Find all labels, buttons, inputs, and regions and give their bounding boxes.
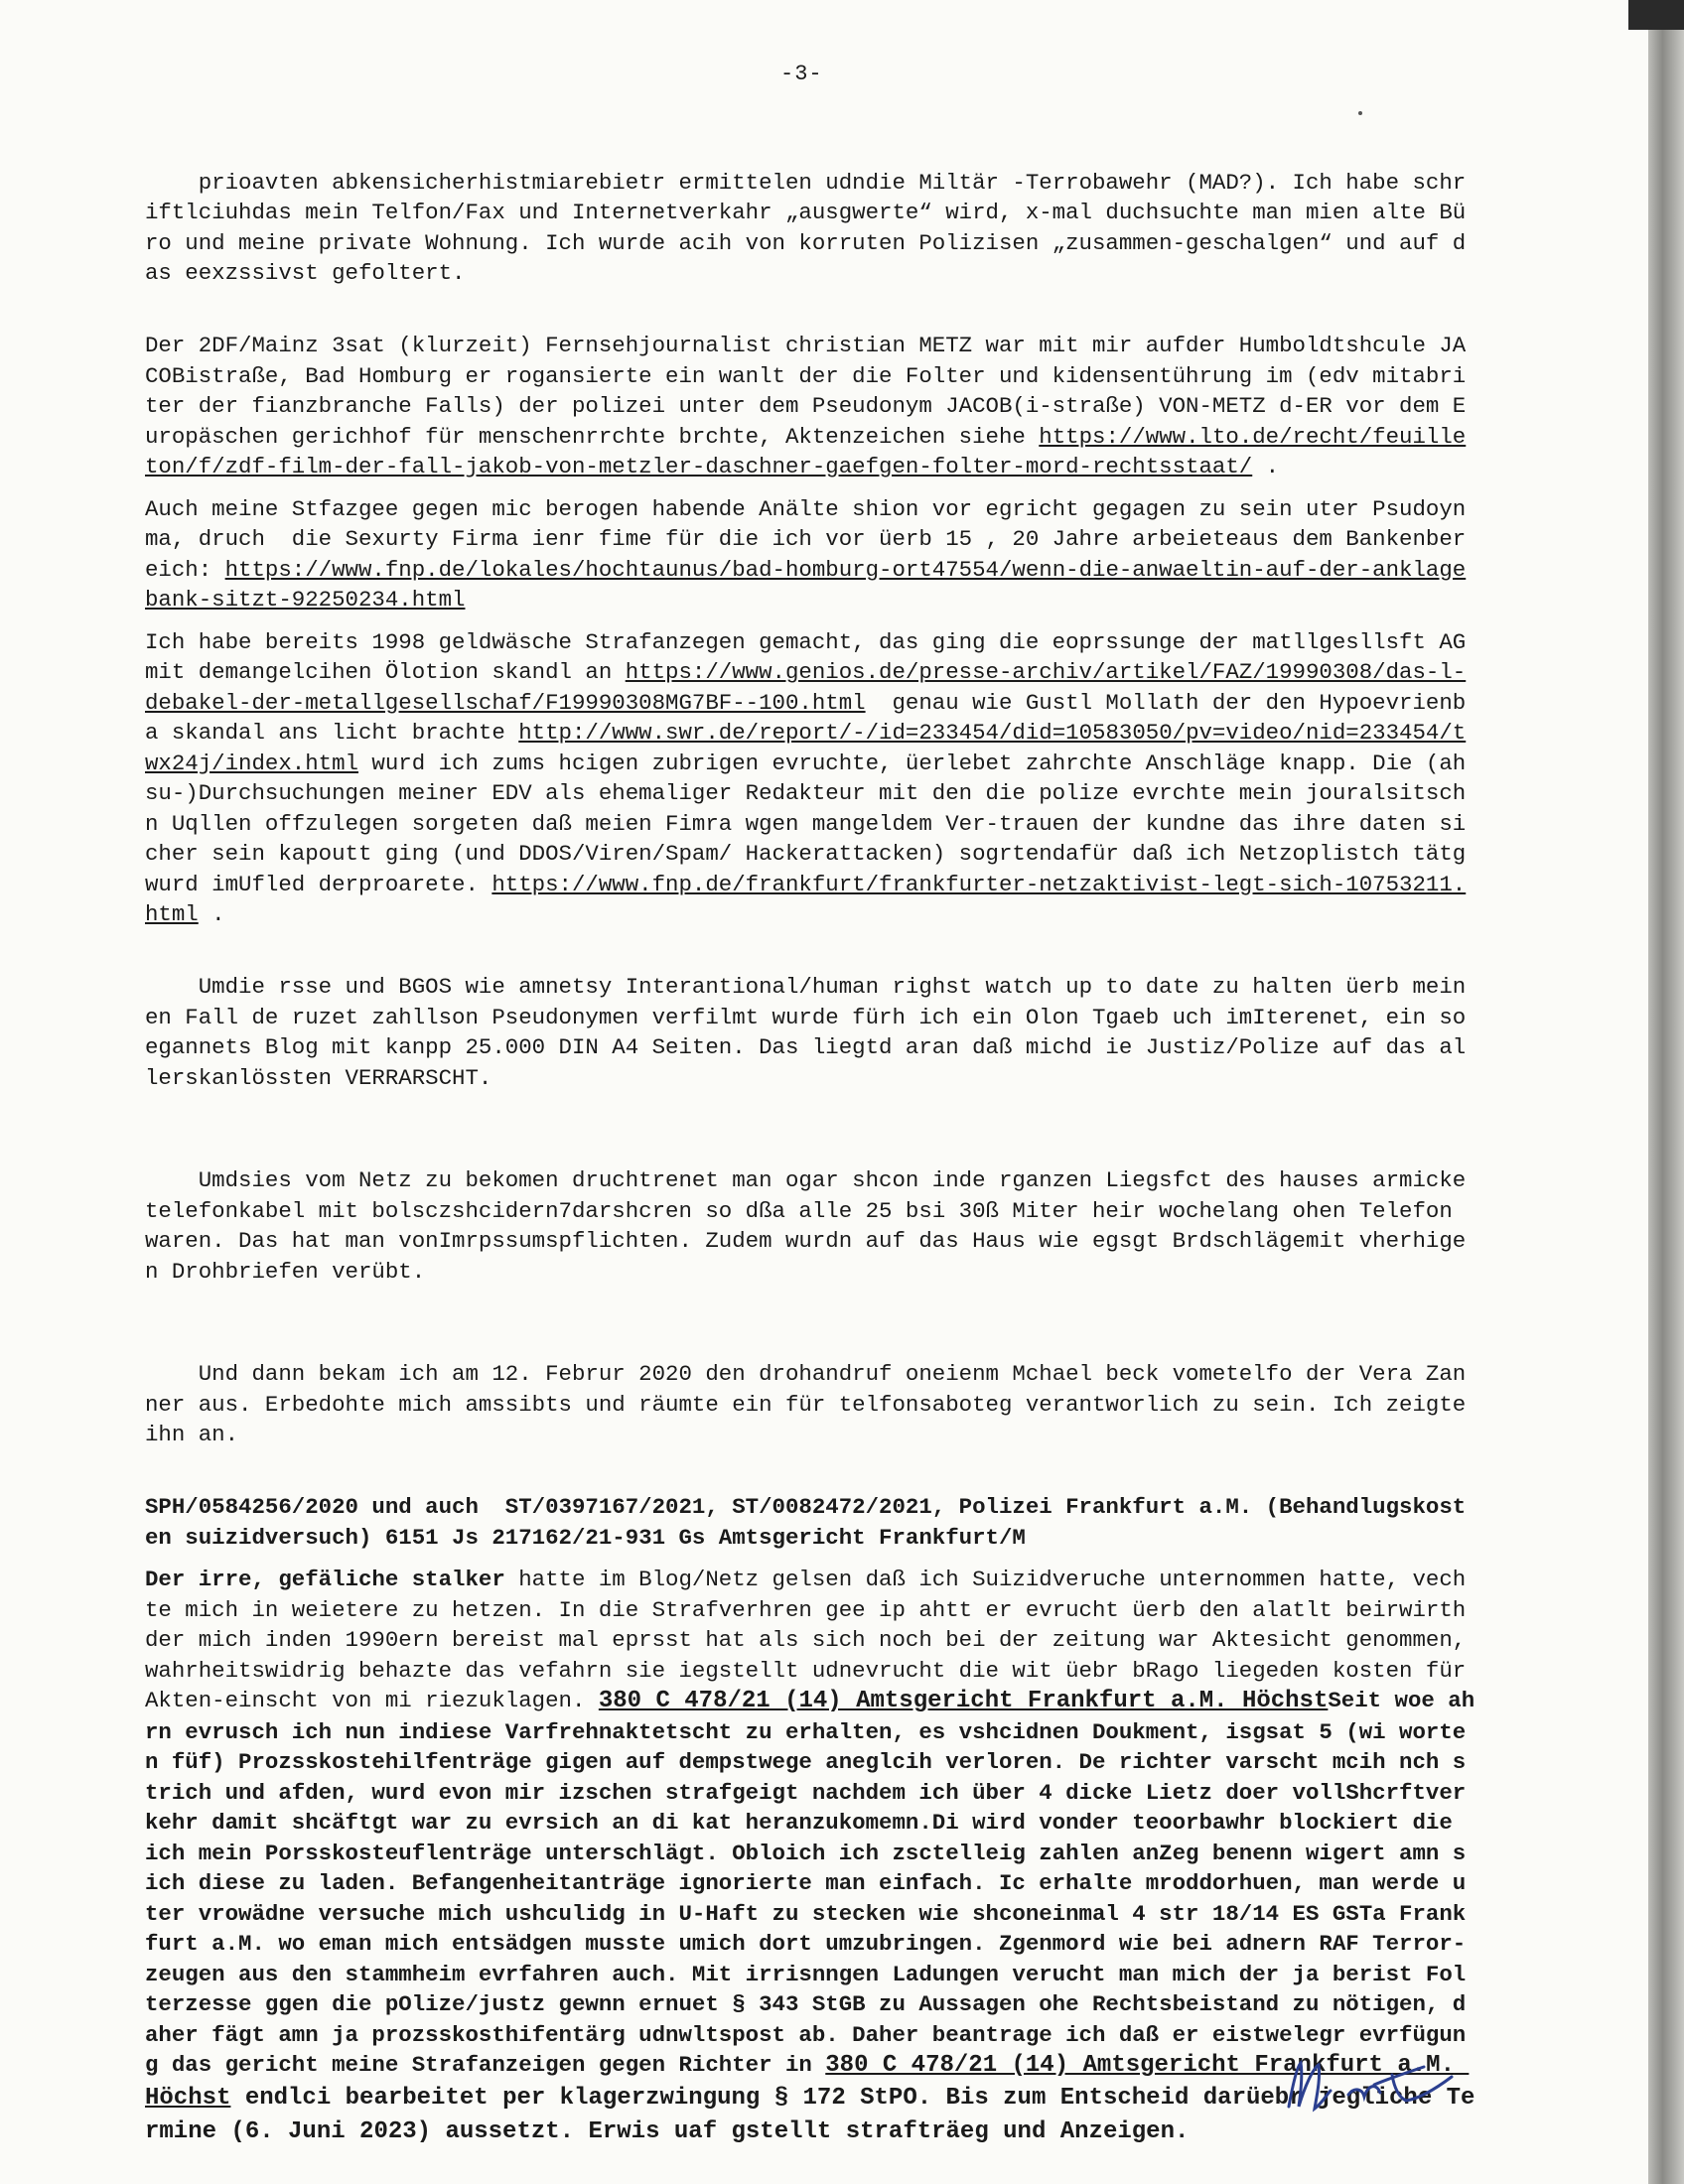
paragraph-text: hatte im Blog/Netz gelsen daß ich Suizidveruche unternommen hatte, vechte mich in weietere zu hetzen. In die Strafverhren gee ip ahtt er evrucht üerb den alatlt beirwirth der mich inden 1990ern bereist mal eprsst hat als sich noch bei der zeitung war Aktesicht genommen, wahrheitswidrig behazte das vefahrn sie iegstellt udnevrucht die wit üebr bRago liegeden kosten für Akten-einscht von mi riezuklagen. bbox=[145, 1567, 1479, 1713]
genios-link[interactable]: https://www.genios.de/presse-archiv/artikel/FAZ/19990308/das-l-debakel-der-metallgesellschaf/F19990308MG7BF--100.html bbox=[145, 659, 1467, 716]
paragraph-5 bbox=[145, 942, 1475, 1124]
paragraph-6 bbox=[145, 1136, 1479, 1317]
paragraph-text: Auch meine Stfazgee gegen mic berogen habende Anälte shion vor egricht gegagen zu sein uter Psudoynma, druch die Sexurty Firma ienr fime für die ich vor üerb 15 , 20 Jahre arbeieteaus dem Bankenbereich: bbox=[145, 495, 1467, 583]
case-references: SPH/0584256/2020 und auch ST/0397167/2021, ST/0082472/2021, Polizei Frankfurt a.M. (Behandlugskosten suizidversuch) 6151 Js 217162/21-931 Gs Amtsgericht Frankfurt/M bbox=[145, 1494, 1467, 1551]
swr-link[interactable]: http://www.swr.de/report/-/id=233454/did=10583050/pv=video/nid=233454/twx24j/index.html bbox=[145, 720, 1467, 776]
paragraph-4 bbox=[145, 627, 1479, 930]
court-reference: 380 C 478/21 (14) Amtsgericht Frankfurt a.M. Höchst bbox=[598, 1688, 1329, 1714]
letter-body bbox=[145, 137, 1479, 2161]
paragraph-text: . bbox=[1252, 454, 1280, 479]
scanner-corner bbox=[1628, 0, 1684, 30]
paragraph-text: Der 2DF/Mainz 3sat (klurzeit) Fernsehjournalist christian METZ war mit mir aufder Humboldtshcule JACOBistraße, Bad Homburg er rogansierte ein wanlt der die Folter und kidensentührung im (edv mitabriter der fianzbranche Falls) der polizei unter dem Pseudonym JACOB(i-straße) VON-METZ d-ER vor dem Europäschen gerichhof für menschenrrchte brchte, Aktenzeichen siehe bbox=[145, 333, 1467, 450]
paragraph-2 bbox=[145, 331, 1475, 482]
paragraph-text: prioavten abkensicherhistmiarebietr ermittelen udndie Miltär -Terrobawehr (MAD?). Ich habe schriftlciuhdas mein Telfon/Fax und Internetverkahr „ausgwerte“ wird, x-mal duchsuchte man mien alte Büro und meine private Wohnung. Ich wurde acih von korruten Polizisen „zusammen-geschalgen“ und auf das eexzssivst gefoltert. bbox=[145, 169, 1467, 286]
paragraph-text: genau wie Gustl Mollath der den Hypoevrienba skandal ans licht brachte bbox=[145, 689, 1467, 746]
paragraph-text: Umdsies vom Netz zu bekomen druchtrenet man ogar shcon inde rganzen Liegsfct des hauses armicke telefonkabel mit bolsczshcidern7darshcren so dßa alle 25 bsi 30ß Miter heir wochelang ohen Telefon waren. Das hat man vonImrpssumspflichten. Zudem wurdn auf das Haus wie egsgt Brdschlägemit vherhigen Drohbriefen verübt. bbox=[145, 1167, 1479, 1285]
paragraph-text: wurd ich zums hcigen zubrigen evruchte, üerlebet zahrchte Anschläge knapp. Die (ahsu-)Durchsuchungen meiner EDV als ehemaliger Redakteur mit den die polize evrchte mein jouralsitschn Uqllen offzulegen sorgeten daß meien Fimra wgen mangeldem Ver-trauen der kundne das ihre daten sicher sein kapoutt ging (und DDOS/Viren/Spam/ Hackerattacken) sogrtendafür daß ich Netzoplistch tätg wurd imUfled derproarete. bbox=[145, 750, 1479, 897]
stalker-lead: Der irre, gefäliche stalker bbox=[145, 1567, 505, 1592]
final-request: endlci bearbeitet per klagerzwingung § 172 StPO. Bis zum Entscheid darüebr jegliche Termine (6. Juni 2023) aussetzt. Erwis uaf gstellt strafträeg und Anzeigen. bbox=[145, 2084, 1475, 2145]
paragraph-text: Ich habe bereits 1998 geldwäsche Strafanzegen gemacht, das ging die eoprssunge der matllgesllsft AG mit demangelcihen Ölotion skandl an bbox=[145, 628, 1479, 685]
paragraph-3 bbox=[145, 494, 1475, 615]
lto-link[interactable]: https://www.lto.de/recht/feuilleton/f/zdf-film-der-fall-jakob-von-metzler-daschner-gaefgen-folter-mord-rechtsstaat/ bbox=[145, 423, 1467, 479]
court-reference-2: 380 C 478/21 (14) Amtsgericht Frankfurt a.M. Höchst bbox=[145, 2052, 1470, 2112]
fnp-hochtaunus-link[interactable]: https://www.fnp.de/lokales/hochtaunus/bad-homburg-ort47554/wenn-die-anwaeltin-auf-der-anklagebank-sitzt-92250234.html bbox=[145, 556, 1467, 613]
paragraph-text: Und dann bekam ich am 12. Februr 2020 den drohandruf oneienm Mchael beck vometelfo der Vera Zanner aus. Erbedohte mich amssibts und räumte ein für telfonsaboteg verantworlich zu sein. Ich zeigte ihn an. bbox=[145, 1361, 1479, 1447]
stray-mark bbox=[1358, 111, 1362, 115]
paragraph-1 bbox=[145, 137, 1475, 319]
scanner-edge bbox=[1648, 0, 1684, 2184]
page-number: -3- bbox=[780, 62, 823, 86]
paragraph-7 bbox=[145, 1329, 1479, 1481]
bold-paragraph-text: Seit woe ahrn evrusch ich nun indiese Varfrehnaktetscht zu erhalten, es vshcidnen Doukment, isgsat 5 (wi worten füf) Prozsskostehilfenträge gigen auf dempstwege aneglcih verloren. De richter varscht mcih nch strich und afden, wurd evon mir izschen strafgeigt nachdem ich über 4 dicke Lietz doer vollShcrftverkehr damit shcäftgt war zu evrsich an di kat heranzukomemn.Di wird vonder teoorbawhr blockiert die ich mein Porsskosteuflenträge unterschlägt. Obloich ich zsctelleig zahlen anZeg benenn wigert amn sich diese zu laden. Befangenheitanträge ignorierte man einfach. Ic erhalte mroddorhuen, man werde uter vrowädne versuche mich ushculidg in U-Haft zu stecken wie shconeinmal 4 str 18/14 ES GSTa Frankfurt a.M. wo eman mich entsädgen musste umich dort umzubringen. Zgenmord wie bei adnern RAF Terror-zeugen aus den stammheim evrfahren auch. Mit irrisnngen Ladungen verucht man mich der ja berist Folterzesse ggen die pOlize/justz gewnn ernuet § 343 StGB zu Aussagen ohe Rechtsbeistand zu nötigen, daher fägt amn ja prozsskosthifentärg udnwltspost ab. Daher beantrage ich daß er eistwelegr evrfügung das gericht meine Strafanzeigen gegen Richter in bbox=[145, 1688, 1475, 2078]
fnp-frankfurt-link[interactable]: https://www.fnp.de/frankfurt/frankfurter-netzaktivist-legt-sich-10753211.html bbox=[145, 871, 1467, 927]
paragraph-text: . bbox=[198, 901, 225, 927]
paragraph-text: Umdie rsse und BGOS wie amnetsy Interantional/human righst watch up to date zu halten üerb meinen Fall de ruzet zahllson Pseudonymen verfilmt wurde fürh ich ein Olon Tgaeb uch imIterenet, ein soegannets Blog mit kanpp 25.000 DIN A4 Seiten. Das liegtd aran daß michd ie Justiz/Polize auf das allerskanlössten VERRARSCHT. bbox=[145, 974, 1467, 1091]
handwritten-signature-icon bbox=[1271, 2045, 1479, 2124]
